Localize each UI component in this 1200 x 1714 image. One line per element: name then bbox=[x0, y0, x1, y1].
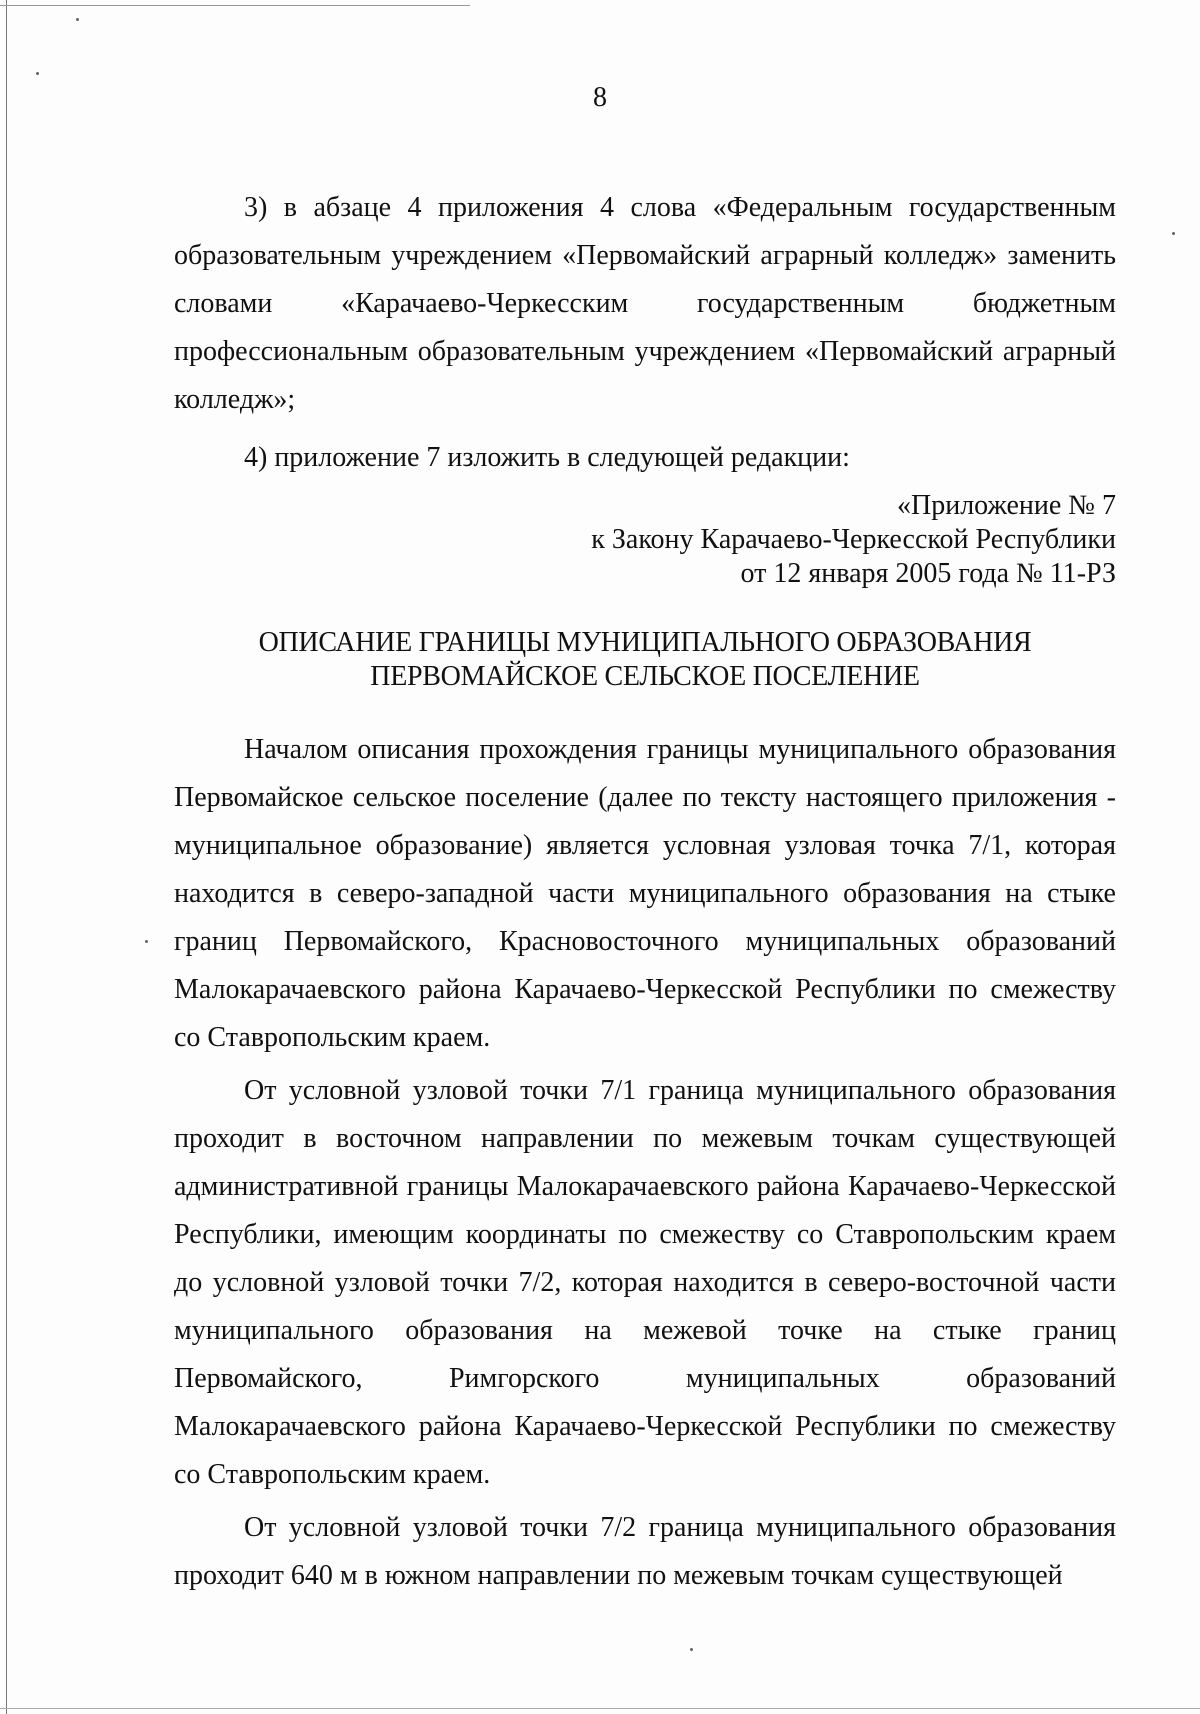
scan-speck bbox=[76, 18, 79, 21]
scan-speck bbox=[690, 1648, 693, 1651]
document-title bbox=[174, 626, 1116, 694]
description-paragraph: От условной узловой точки 7/1 граница муниципального образования проходит в восточном направлении по межевым точкам существующей административной границы Малокарачаевского района Карачаево-Черкесской Республики, имеющим координаты по смежеству со Ставропольским краем до условной узловой точки 7/2, которая находится в северо-восточной части муниципального образования на межевой точке на стыке границ Первомайского, Римгорского муниципальных образований Малокарачаевского района Карачаево-Черкесской Республики по смежеству со Ставропольским краем. bbox=[174, 1075, 1116, 1490]
annex-header-line: «Приложение № 7 bbox=[897, 490, 1116, 521]
scan-speck bbox=[1172, 232, 1175, 235]
annex-header-line: к Закону Карачаево-Черкесской Республики bbox=[591, 524, 1116, 555]
annex-header-line: от 12 января 2005 года № 11-РЗ bbox=[740, 558, 1116, 589]
page-number: 8 bbox=[593, 82, 607, 113]
amendment-item-3: 3) в абзаце 4 приложения 4 слова «Федеральным государственным образовательным учреждением «Первомайский аграрный колледж» заменить словами «Карачаево-Черкесским государственным бюджетным профессиональным образовательным учреждением «Первомайский аграрный колледж»; bbox=[174, 192, 1116, 415]
document-title-line: ОПИСАНИЕ ГРАНИЦЫ МУНИЦИПАЛЬНОГО ОБРАЗОВАНИЯ bbox=[258, 627, 1032, 658]
scan-edge-top bbox=[0, 5, 470, 6]
scan-edge-bottom bbox=[0, 1708, 1200, 1709]
amendment-item-4: 4) приложение 7 изложить в следующей редакции: bbox=[244, 442, 850, 473]
annex-header bbox=[174, 489, 1116, 591]
description-paragraph: От условной узловой точки 7/2 граница муниципального образования проходит 640 м в южном направлении по межевым точкам существующей bbox=[174, 1512, 1116, 1591]
document-title-line: ПЕРВОМАЙСКОЕ СЕЛЬСКОЕ ПОСЕЛЕНИЕ bbox=[370, 661, 920, 692]
scan-speck bbox=[36, 72, 39, 75]
scan-speck bbox=[145, 940, 148, 943]
scan-edge-left bbox=[6, 0, 7, 1714]
description-paragraph: Началом описания прохождения границы муниципального образования Первомайское сельское поселение (далее по тексту настоящего приложения - муниципальное образование) является условная узловая точка 7/1, которая находится в северо-западной части муниципального образования на стыке границ Первомайского, Красновосточного муниципальных образований Малокарачаевского района Карачаево-Черкесской Республики по смежеству со Ставропольским краем. bbox=[174, 734, 1116, 1053]
